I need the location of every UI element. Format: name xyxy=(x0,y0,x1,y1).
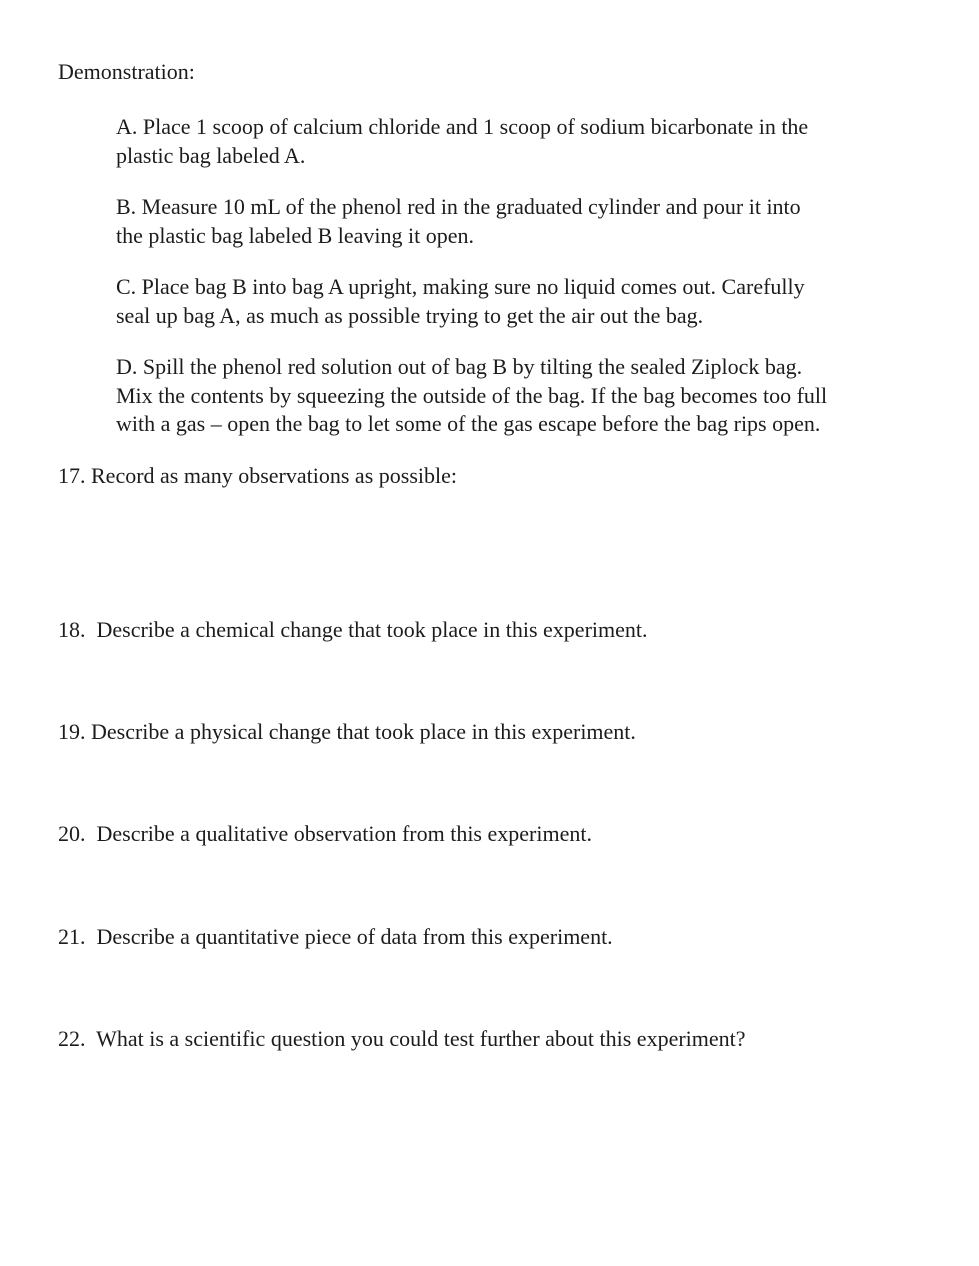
step-c: C. Place bag B into bag A upright, making sure no liquid comes out. Carefully seal up bag A, as much as possible trying to get the air out the bag. xyxy=(116,274,805,328)
step-d: D. Spill the phenol red solution out of bag B by tilting the sealed Ziplock bag. Mix the contents by squeezing the outside of the bag. If the bag becomes too full with a gas – open the bag to let some of the gas escape before the bag rips open. xyxy=(116,354,828,436)
question-19: 19. Describe a physical change that took place in this experiment. xyxy=(58,719,636,744)
question-21: 21. Describe a quantitative piece of data from this experiment. xyxy=(58,924,613,949)
question-17: 17. Record as many observations as possible: xyxy=(58,463,457,488)
section-heading: Demonstration: xyxy=(58,59,195,84)
question-22: 22. What is a scientific question you could test further about this experiment? xyxy=(58,1026,746,1051)
step-b: B. Measure 10 mL of the phenol red in the graduated cylinder and pour it into the plastic bag labeled B leaving it open. xyxy=(116,194,801,248)
question-18: 18. Describe a chemical change that took place in this experiment. xyxy=(58,617,648,642)
step-a: A. Place 1 scoop of calcium chloride and 1 scoop of sodium bicarbonate in the plastic bag labeled A. xyxy=(116,114,809,168)
question-20: 20. Describe a qualitative observation from this experiment. xyxy=(58,821,592,846)
